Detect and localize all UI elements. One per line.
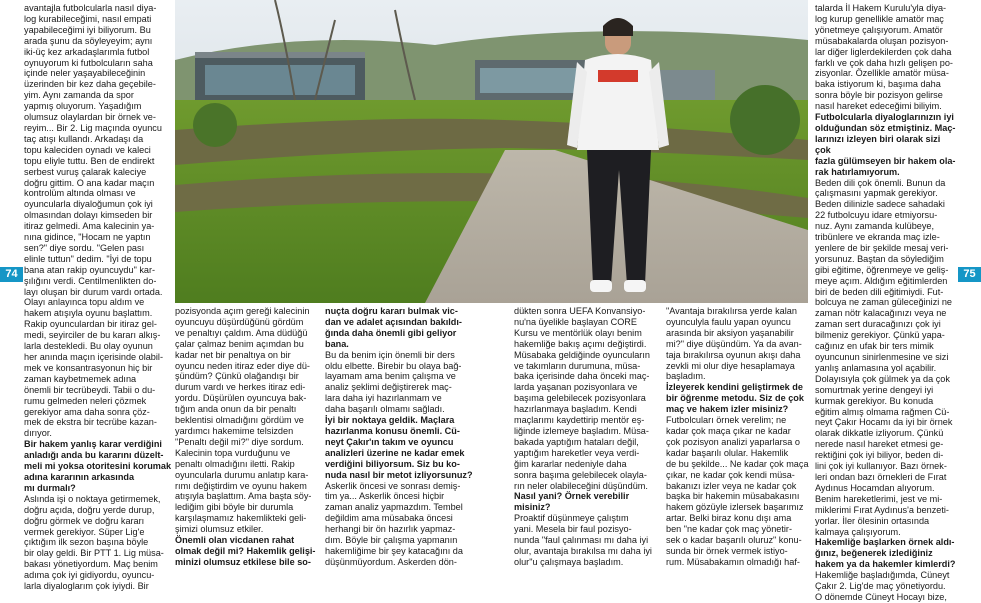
text-line: yenlere de bir şekilde mesaj veri-	[815, 242, 949, 253]
text-line: yapabileceğimi iyi biliyorum. Bu	[24, 24, 151, 35]
question-line: nuçta doğru kararı bulmak vic-	[325, 306, 458, 316]
text-line: içinde neler yaşayabileceğinin	[24, 68, 146, 79]
text-line: başka bir hakemin müsabakasını	[666, 491, 800, 502]
text-line: gibi eğitime, öğrenmeye ve geliş-	[815, 264, 949, 275]
text-line: sek o kadar başarılı oluruz" konu-	[666, 535, 802, 546]
text-line: kadar net bir penaltıya on bir	[175, 349, 291, 360]
text-line: daha başarılı olmamı sağladı.	[325, 404, 445, 415]
question-line: olmak değil mi? Hakemlik gelişi-	[175, 545, 316, 556]
text-line: liğinde izlemeye başladım. Müsa-	[514, 425, 649, 436]
text-line: baka içerisinde daha önceki maç-	[514, 371, 650, 382]
text-line: dükten sonra UEFA Konvansiyo-	[514, 306, 646, 316]
text-line: hakem atışıyla oyunu başlattım.	[24, 308, 153, 319]
text-line: hazırlanmaya başladım. Kendi	[514, 404, 637, 415]
text-line: larla diyaloglarım çok iyiydi. Bir	[24, 581, 149, 592]
text-line: serbest vuruş çalarak kaleciye	[24, 166, 147, 177]
text-line: değildim ama müsabaka öncesi	[325, 513, 453, 524]
text-line: hakemliğime bir şey katacağını da	[325, 545, 463, 556]
question-line: adına kararının arkasında	[24, 471, 135, 482]
text-line: log kurabileceğimi, nasıl empati	[24, 13, 152, 24]
text-line: yorsunuz. Baştan da söylediğim	[815, 253, 944, 264]
question-line: analizleri üzerine ne kadar emek	[325, 447, 465, 458]
text-line: ve penaltıyı çaldım. Ama düdüğü	[175, 327, 308, 338]
text-line: meye açım. Aldığım eğitimlerden	[815, 275, 948, 286]
text-line: şündüm? Çünkü olağandışı bir	[175, 371, 299, 382]
text-line: nuz. Aynı zamanda kulübeye,	[815, 221, 935, 232]
text-line: miklerimi Fırat Aydınus'a benzeti-	[815, 504, 949, 515]
text-line: bakada yaptığım hataları değil,	[514, 436, 639, 447]
text-line: neyt Çakır Hocamı da iyi bir örnek	[815, 417, 953, 428]
text-line: rın neler olabileceğini düşündüm.	[514, 480, 648, 491]
text-line: topu kaleciden oynadı ve kaleci	[24, 144, 151, 155]
text-line: sonra böyle bir pozisyon gelirse	[815, 90, 943, 101]
text-line: "Penaltı değil mi?" diye sordum.	[175, 436, 304, 447]
text-line: olumsuz olaylardan bir örnek ve-	[24, 112, 156, 123]
question-line: anladığı anda bu kararını düzelt-	[24, 450, 164, 461]
text-line: sunda bir örnek vermek istiyo-	[666, 545, 788, 556]
article-column-3	[325, 306, 475, 567]
text-line: nasıl hareket edeceğimi biliyim.	[815, 101, 942, 112]
text-line: medi, seyirciler de bu kararı alkış-	[24, 330, 161, 341]
text-line: mi?" diye düşündüm. Ya da avan-	[666, 338, 802, 349]
text-line: tığım anda onun da bir penaltı	[175, 404, 297, 415]
question-line: minizi olumsuz etkilese bile so-	[175, 556, 311, 567]
text-line: topu eliyle tuttu. Ben de endirekt	[24, 155, 155, 166]
text-line: beklentisi olmadığını gördüm ve	[175, 415, 304, 426]
text-line: layı oluşan bir durum vardı ortada.	[24, 286, 163, 297]
text-line: mek de ekstra bir tecrübe kazan-	[24, 417, 157, 428]
text-line: avantajla futbolcularla nasıl diya-	[24, 3, 157, 13]
text-line: Askerlik öncesi ve sonrası demiş-	[325, 480, 461, 491]
text-line: Çakır 2. Lig'de maç yönetiyordu.	[815, 581, 946, 592]
text-line: farklı ve çok daha hızlı gelişen po-	[815, 57, 953, 68]
text-line: rum. Müsabakamın olmadığı haf-	[666, 556, 800, 567]
text-line: kadar başarılı olular. Hakemlik	[666, 447, 789, 458]
text-line: arasında bir aksiyon yaşanabilir	[666, 327, 794, 338]
text-line: bakası yönetiyordum. Maç benim	[24, 559, 158, 570]
text-line: oyuncularla durumu anlatıp kara-	[175, 469, 309, 480]
text-line: yanlış anlamasına yol açabilir.	[815, 362, 937, 373]
text-line: Bu da benim için önemli bir ders	[325, 349, 455, 360]
article-column-5	[666, 306, 814, 567]
text-line: Dolayısıyla çok gülmek ya da çok	[815, 373, 950, 384]
text-line: tim ya... Askerlik öncesi hiçbir	[325, 491, 445, 502]
text-line: yapmış oluyorum. Yaşadığım	[24, 101, 142, 112]
question-line: ğınız, beğenerek izlediğiniz	[815, 548, 933, 559]
text-line: Proaktif düşünmeye çalıştım	[514, 513, 629, 524]
text-line: "Avantaja bırakılırsa yerde kalan	[666, 306, 797, 316]
text-line: olur, avantaja bırakılsa mı daha iyi	[514, 545, 652, 556]
text-line: yim. Aynı zamanda da spor	[24, 90, 134, 101]
text-line: itiraz gelmedi. Ama kalecinin ya-	[24, 221, 155, 232]
text-line: bir olay geldi. Bir PTT 1. Lig müsa-	[24, 548, 164, 559]
text-line: Aslında işi o noktaya getirmemek,	[24, 493, 161, 504]
question-line: ğında daha önemli gibi geliyor	[325, 327, 457, 338]
article-column-2	[175, 306, 325, 567]
text-line: şılığını verdi. Centilmenlikten do-	[24, 275, 157, 286]
text-line: oynuyorum ki futbolcuların saha	[24, 57, 153, 68]
text-line: yordu. Düşürülen oyuncuya bak-	[175, 393, 307, 404]
text-line: vermek gerekiyor. Süper Lig'e	[24, 526, 145, 537]
text-line: Rakip oyunculardan bir itiraz gel-	[24, 319, 157, 330]
text-line: kalmaya çalışıyorum.	[815, 526, 901, 537]
text-line: adıma çok iyi gidiyordu, oyuncu-	[24, 570, 155, 581]
text-line: rektiğini çok iyi biliyor, beden di-	[815, 450, 944, 461]
text-line: çalar çalmaz benim açımdan bu	[175, 338, 304, 349]
question-line: hakem ya da hakemler kimlerdi?	[815, 559, 956, 570]
text-line: çalışmasını yapmak gerekiyor.	[815, 188, 938, 199]
text-line: doğru gittim. O ana kadar maçın	[24, 177, 155, 188]
text-line: gerekiyor ama daha sonra çöz-	[24, 406, 150, 417]
text-line: dırıyor.	[24, 428, 52, 439]
page-number-right: 75	[958, 267, 981, 282]
question-line: Önemli olan vicdanen rahat	[175, 535, 295, 546]
text-line: Beden dilinizle sadece sahadaki	[815, 199, 945, 210]
text-line: 22 futbolcuyu idare etmiyorsu-	[815, 210, 938, 221]
text-line: analiz şeklimi değiştirerek maç-	[325, 382, 452, 393]
text-line: layamam ama benim çalışma ve	[325, 371, 456, 382]
text-line: kontrolüm altında olması ve	[24, 188, 136, 199]
text-line: zaman kaybetmemek adına	[24, 373, 137, 384]
text-line: doğru açıda, doğru yerde durup,	[24, 504, 155, 515]
text-line: somurtmak yerine dengeyi iyi	[815, 384, 934, 395]
text-line: olarak dikkatle izliyorum. Çünkü	[815, 428, 944, 439]
text-line: log kurup genellikle amatör maç	[815, 13, 944, 24]
text-line: hakemliğe bakış açımı değiştirdi.	[514, 338, 647, 349]
text-line: her anında maçın içerisinde olabil-	[24, 352, 163, 362]
text-line: Beden dili çok önemli. Bunun da	[815, 177, 946, 188]
text-line: olmasından dolayı kimseden bir	[24, 210, 153, 221]
text-line: lediğim gibi böyle bir durumla	[175, 502, 294, 513]
text-line: Aydınus Hocamdan alıyorum.	[815, 482, 935, 493]
text-line: başladım.	[666, 371, 706, 382]
question-line: neyt Çakır'ın takım ve oyuncu	[325, 436, 454, 447]
text-line: ğim kararlar nedeniyle daha	[514, 458, 627, 469]
text-line: nu'na üyelikle başlayan CORE	[514, 316, 637, 327]
text-line: bolcuya ne zaman güleceğinizi ne	[815, 297, 952, 308]
text-line: yönetmeye çalışıyorum. Amatör	[815, 24, 943, 35]
text-line: zevkli mi olur diye hesaplamaya	[666, 360, 795, 371]
text-line: doğru görmek ve doğru kararı	[24, 515, 145, 526]
text-line: Kursu ve mentörlük olayı benim	[514, 327, 642, 338]
question-line: rak hatırlamıyorum.	[815, 166, 900, 177]
text-line: taç atışı kullandı. Arkadaşı da	[24, 133, 144, 144]
text-line: tribünlere ve ekranda maç izle-	[815, 232, 940, 243]
question-line: Futbolcularla diyaloglarınızın iyi	[815, 112, 954, 123]
text-line: atışıyla başlattım. Ama başta söy-	[175, 491, 312, 502]
text-line: hakem gözüyle izlersek başarımız	[666, 502, 804, 513]
text-line: Futbolcuları örnek verelim; ne	[666, 415, 787, 426]
text-line: cağınız en ufak bir ters mimik	[815, 341, 934, 352]
article-column-4	[514, 306, 662, 567]
text-line: oldu elbette. Birebir bu olaya bağ-	[325, 360, 462, 371]
text-line: mek ve konsantrasyonun hiç bir	[24, 362, 153, 373]
text-line: Benim hareketlerimi, jest ve mi-	[815, 493, 943, 504]
text-line: çok pozisyon analizi yaparlarsa o	[666, 436, 800, 447]
text-line: olur"u çalışmaya başladım.	[514, 556, 624, 567]
page-number-left: 74	[0, 267, 23, 282]
text-line: biri de beden dili eğitimiydi. Fut-	[815, 286, 944, 297]
text-line: Müsabaka geldiğinde oyuncuların	[514, 349, 650, 360]
text-line: rumu gelmeden neleri çözmek	[24, 395, 147, 406]
text-line: önemli bir tecrübeydi. Tabii o du-	[24, 384, 156, 395]
question-line: larınızı izleyen biri olarak sizi çok	[815, 133, 941, 155]
question-line: İyi bir noktaya geldik. Maçlara	[325, 415, 455, 426]
text-line: de bu şekilde... Ne kadar çok maça	[666, 458, 809, 469]
text-line: artar. Belki biraz konu dışı ama	[666, 513, 792, 524]
question-line: İzleyerek kendini geliştirmek de	[666, 382, 803, 393]
text-line: yorlar. İler ölesinin ortasında	[815, 515, 930, 526]
text-line: kadar çok maça çıkar ne kadar	[666, 425, 791, 436]
article-column-6	[815, 3, 958, 602]
text-line: eğitim almış olmama rağmen Cü-	[815, 406, 950, 417]
text-line: bakanızı izler veya ne kadar çok	[666, 480, 797, 491]
text-line: lini çok iyi kullanıyor. Bazı örnek-	[815, 461, 947, 472]
text-line: oyunculyla faulu yapan oyuncu	[666, 316, 791, 327]
text-line: rımı değiştirdim ve oyunu hakem	[175, 480, 307, 491]
text-line: durum vardı ve herkes itiraz edi-	[175, 382, 306, 393]
text-line: ve takımların durumuna, müsa-	[514, 360, 641, 371]
text-line: oyuncu neden itiraz eder diye dü-	[175, 360, 310, 371]
text-line: çıktığım ilk sezon başına böyle	[24, 537, 149, 548]
text-line: şimizi olumsuz etkiler.	[175, 524, 264, 535]
text-line: talarda İl Hakem Kurulu'yla diya-	[815, 3, 947, 13]
text-line: bilmeniz gerekiyor. Çünkü yapa-	[815, 330, 945, 341]
text-line: oyuncunun sinirlenmesine ve sizi	[815, 352, 949, 362]
text-line: larda yaşanan pozisyonlara ve	[514, 382, 638, 393]
question-line: maç ve hakem izler misiniz?	[666, 404, 789, 415]
text-line: larla destekledi. Bu olay oyunun	[24, 341, 153, 352]
question-line: Hakemliğe başlarken örnek aldı-	[815, 537, 955, 548]
text-line: zaman analiz yapmazdım. Tembel	[325, 502, 463, 513]
text-line: çıkar, ne kadar çok kendi müsa-	[666, 469, 795, 480]
text-line: sonra başıma gelebilecek olayla-	[514, 469, 647, 480]
text-line: Hakemliğe başladığımda, Cüneyt	[815, 570, 950, 581]
text-line: başıma gelebilecek pozisyonlara	[514, 393, 646, 404]
question-line: olduğundan söz etmiştiniz. Maç-	[815, 122, 956, 133]
text-line: reyim... Bir 2. Lig maçında oyuncu	[24, 122, 162, 133]
text-line: yaptığım hareketler veya verdi-	[514, 447, 640, 458]
question-line: fazla gülümseyen bir hakem ola-	[815, 155, 956, 166]
text-line: Olayı anlayınca topu aldım ve	[24, 297, 145, 308]
text-line: bana atan rakip oyuncuydu" kar-	[24, 264, 156, 275]
text-line: oyuncularla diyaloğumun çok iyi	[24, 199, 153, 210]
text-line: nunda "faul çalınması mı daha iyi	[514, 535, 649, 546]
question-line: mı durmalı?	[24, 482, 76, 493]
question-line: dan ve adalet açısından bakıldı-	[325, 316, 462, 327]
text-line: arada şunu da söyleyeyim; aynı	[24, 35, 153, 46]
text-line: taja bırakılırsa oyunun akışı daha	[666, 349, 801, 360]
text-line: elinle tuttun" dedim. "İyi de topu	[24, 253, 152, 264]
text-line: yardımcı hakemime telsizden	[175, 425, 294, 436]
text-line: iki-üç kez arkadaşlarımla futbol	[24, 46, 150, 57]
text-line: leri ondan bazı örnekleri de Fırat	[815, 471, 947, 482]
text-line: zaman sert duracağınızı çok iyi	[815, 319, 941, 330]
text-line: baka istiyorum ki, başıma daha	[815, 79, 941, 90]
text-line: kurmak gerekiyor. Bu konuda	[815, 395, 934, 406]
question-line: Nasıl yani? Örnek verebilir	[514, 491, 630, 502]
text-line: penaltı olmadığını iletti. Rakip	[175, 458, 295, 469]
text-line: zisyonlar. Özellikle amatör müsa-	[815, 68, 949, 79]
question-line: nuda nasıl bir metot izliyorsunuz?	[325, 469, 473, 480]
text-line: herhangi bir ön hazırlık yapmaz-	[325, 524, 456, 535]
question-line: Bir hakem yanlış karar verdiğini	[24, 439, 162, 450]
text-line: dım. Böyle bir çalışma yapmanın	[325, 535, 458, 546]
text-line: sen?" diye sordu. "Gelen pası	[24, 242, 145, 253]
question-line: misiniz?	[514, 502, 551, 513]
text-line: nerede nasıl hareket etmesi ge-	[815, 439, 944, 450]
text-line: nına gidince, "Hocam ne yaptın	[24, 232, 151, 243]
text-line: düşünmüyordum. Askerden dön-	[325, 556, 457, 567]
text-line: zaman nötr kalacağınızı veya ne	[815, 308, 947, 319]
text-line: O dönemde Cüneyt Hocayı bize,	[815, 591, 947, 602]
question-line: hazırlanma konusu önemli. Cü-	[325, 425, 460, 436]
question-line: verdiğini biliyorsum. Siz bu ko-	[325, 458, 460, 469]
text-line: üzerinden bir kez daha geçebile-	[24, 79, 156, 90]
text-line: yani. Mesela bir faul pozisyo-	[514, 524, 632, 535]
referee-photo	[175, 0, 808, 303]
question-line: meli mi yoksa otoritesini korumak	[24, 461, 172, 472]
text-line: karşılaşmamız hakemlikteki geli-	[175, 513, 307, 524]
text-line: lara daha iyi hazırlanmam ve	[325, 393, 442, 404]
text-line: ben "ne kadar çok maç yönetir-	[666, 524, 792, 535]
text-line: maçlarımı kaydettirip mentör eş-	[514, 415, 645, 426]
article-column-1	[24, 3, 172, 592]
question-line: bana.	[325, 338, 349, 349]
text-line: lar diğer liglerdekilerden çok daha	[815, 46, 952, 57]
text-line: pozisyonda açım gereği kalecinin	[175, 306, 310, 316]
text-line: Kalecinin topa vurduğunu ve	[175, 447, 291, 458]
text-line: oyuncuyu düşürdüğünü gördüm	[175, 316, 304, 327]
text-line: müsabakalarda oluşan pozisyon-	[815, 35, 949, 46]
question-line: bir öğrenme metodu. Siz de çok	[666, 393, 804, 404]
